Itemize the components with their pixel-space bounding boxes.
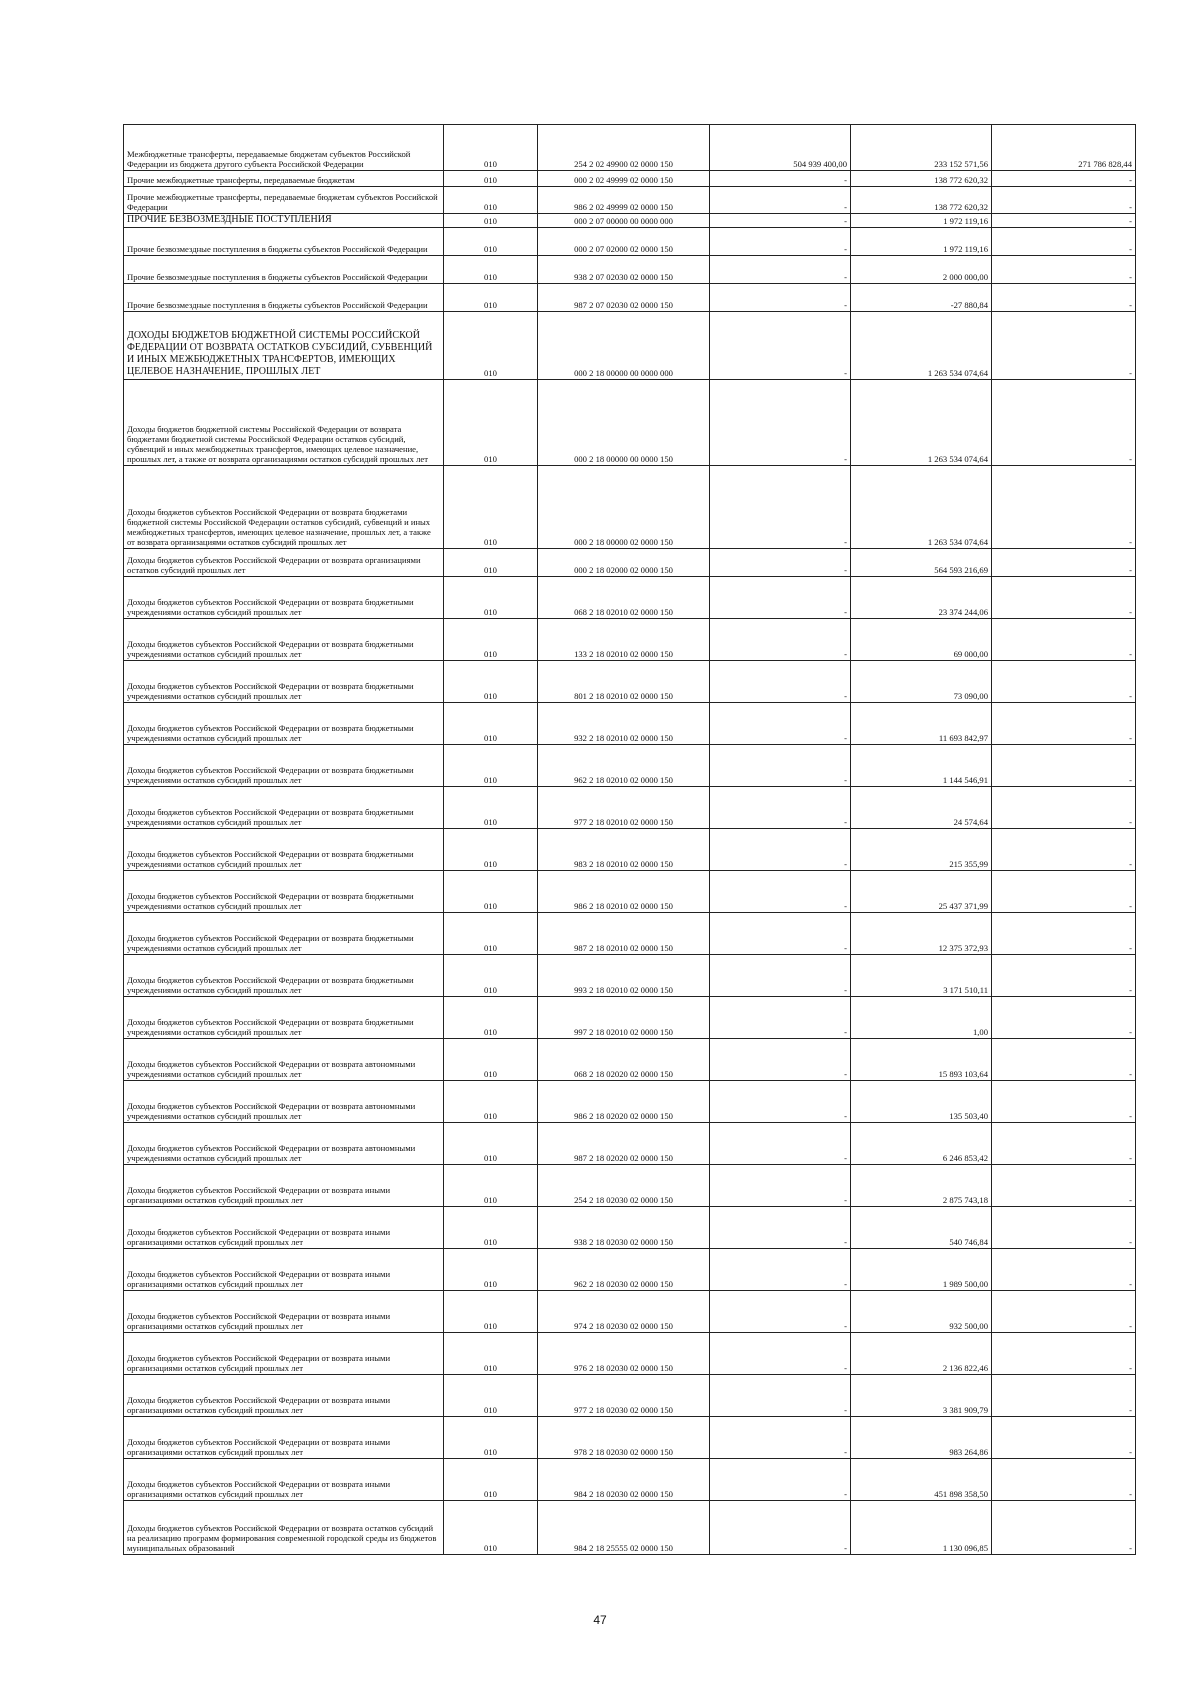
budget-report-sheet bbox=[123, 124, 1135, 1555]
budget-classification-code-cell: 987 2 18 02010 02 0000 150 bbox=[538, 913, 710, 955]
line-code-cell: 010 bbox=[444, 1333, 538, 1375]
unexecuted-amount-cell: - bbox=[992, 1165, 1136, 1207]
executed-amount-cell: 1,00 bbox=[851, 997, 992, 1039]
page-number: 47 bbox=[593, 1613, 607, 1627]
unexecuted-amount-cell: - bbox=[992, 787, 1136, 829]
line-code-cell: 010 bbox=[444, 1039, 538, 1081]
approved-amount-cell: - bbox=[710, 284, 851, 312]
approved-amount-cell: - bbox=[710, 1165, 851, 1207]
line-code-cell: 010 bbox=[444, 1249, 538, 1291]
budget-classification-code-cell: 000 2 18 00000 00 0000 150 bbox=[538, 380, 710, 466]
unexecuted-amount-cell: - bbox=[992, 829, 1136, 871]
budget-classification-code-cell: 984 2 18 02030 02 0000 150 bbox=[538, 1459, 710, 1501]
approved-amount-cell: - bbox=[710, 1375, 851, 1417]
line-code-cell: 010 bbox=[444, 745, 538, 787]
table-row bbox=[124, 1081, 1136, 1123]
executed-amount-cell: 451 898 358,50 bbox=[851, 1459, 992, 1501]
line-code-cell: 010 bbox=[444, 284, 538, 312]
income-name-cell: Доходы бюджетов субъектов Российской Федерации от возврата бюджетными учреждениями остатков субсидий прошлых лет bbox=[124, 913, 444, 955]
unexecuted-amount-cell: - bbox=[992, 955, 1136, 997]
line-code-cell: 010 bbox=[444, 228, 538, 256]
executed-amount-cell: 540 746,84 bbox=[851, 1207, 992, 1249]
line-code-cell: 010 bbox=[444, 171, 538, 187]
approved-amount-cell: - bbox=[710, 228, 851, 256]
unexecuted-amount-cell: - bbox=[992, 466, 1136, 549]
income-name-cell: Доходы бюджетов субъектов Российской Федерации от возврата автономными учреждениями остатков субсидий прошлых лет bbox=[124, 1039, 444, 1081]
table-row bbox=[124, 256, 1136, 284]
approved-amount-cell: - bbox=[710, 549, 851, 577]
line-code-cell: 010 bbox=[444, 187, 538, 214]
line-code-cell: 010 bbox=[444, 829, 538, 871]
line-code-cell: 010 bbox=[444, 913, 538, 955]
executed-amount-cell: 24 574,64 bbox=[851, 787, 992, 829]
income-name-cell: Доходы бюджетов субъектов Российской Федерации от возврата организациями остатков субсидий прошлых лет bbox=[124, 549, 444, 577]
unexecuted-amount-cell: - bbox=[992, 1039, 1136, 1081]
budget-classification-code-cell: 987 2 07 02030 02 0000 150 bbox=[538, 284, 710, 312]
income-name-cell: Доходы бюджетов субъектов Российской Федерации от возврата иными организациями остатков субсидий прошлых лет bbox=[124, 1333, 444, 1375]
table-row bbox=[124, 380, 1136, 466]
income-name-cell: Доходы бюджетов субъектов Российской Федерации от возврата иными организациями остатков субсидий прошлых лет bbox=[124, 1249, 444, 1291]
budget-classification-code-cell: 133 2 18 02010 02 0000 150 bbox=[538, 619, 710, 661]
executed-amount-cell: 69 000,00 bbox=[851, 619, 992, 661]
unexecuted-amount-cell: - bbox=[992, 1375, 1136, 1417]
line-code-cell: 010 bbox=[444, 1459, 538, 1501]
executed-amount-cell: 138 772 620,32 bbox=[851, 171, 992, 187]
executed-amount-cell: 3 171 510,11 bbox=[851, 955, 992, 997]
table-row bbox=[124, 955, 1136, 997]
unexecuted-amount-cell: - bbox=[992, 871, 1136, 913]
line-code-cell: 010 bbox=[444, 703, 538, 745]
unexecuted-amount-cell: - bbox=[992, 228, 1136, 256]
budget-classification-code-cell: 938 2 18 02030 02 0000 150 bbox=[538, 1207, 710, 1249]
unexecuted-amount-cell: - bbox=[992, 549, 1136, 577]
executed-amount-cell: 1 989 500,00 bbox=[851, 1249, 992, 1291]
approved-amount-cell: - bbox=[710, 1417, 851, 1459]
table-row bbox=[124, 577, 1136, 619]
executed-amount-cell: 2 000 000,00 bbox=[851, 256, 992, 284]
revenue-table bbox=[123, 124, 1136, 1555]
line-code-cell: 010 bbox=[444, 1417, 538, 1459]
executed-amount-cell: 11 693 842,97 bbox=[851, 703, 992, 745]
budget-classification-code-cell: 068 2 18 02010 02 0000 150 bbox=[538, 577, 710, 619]
budget-classification-code-cell: 974 2 18 02030 02 0000 150 bbox=[538, 1291, 710, 1333]
table-row bbox=[124, 187, 1136, 214]
line-code-cell: 010 bbox=[444, 1081, 538, 1123]
executed-amount-cell: 135 503,40 bbox=[851, 1081, 992, 1123]
line-code-cell: 010 bbox=[444, 380, 538, 466]
table-row bbox=[124, 619, 1136, 661]
unexecuted-amount-cell: - bbox=[992, 1291, 1136, 1333]
approved-amount-cell: - bbox=[710, 997, 851, 1039]
budget-classification-code-cell: 962 2 18 02030 02 0000 150 bbox=[538, 1249, 710, 1291]
table-row bbox=[124, 1249, 1136, 1291]
budget-classification-code-cell: 997 2 18 02010 02 0000 150 bbox=[538, 997, 710, 1039]
unexecuted-amount-cell: - bbox=[992, 577, 1136, 619]
line-code-cell: 010 bbox=[444, 312, 538, 380]
approved-amount-cell: - bbox=[710, 214, 851, 228]
unexecuted-amount-cell: - bbox=[992, 380, 1136, 466]
table-row bbox=[124, 1291, 1136, 1333]
table-row bbox=[124, 1039, 1136, 1081]
income-name-cell: Доходы бюджетов субъектов Российской Федерации от возврата бюджетными учреждениями остатков субсидий прошлых лет bbox=[124, 787, 444, 829]
approved-amount-cell: - bbox=[710, 1501, 851, 1555]
unexecuted-amount-cell: - bbox=[992, 1459, 1136, 1501]
unexecuted-amount-cell: - bbox=[992, 661, 1136, 703]
line-code-cell: 010 bbox=[444, 871, 538, 913]
income-name-cell: Доходы бюджетов субъектов Российской Федерации от возврата бюджетными учреждениями остатков субсидий прошлых лет bbox=[124, 829, 444, 871]
budget-classification-code-cell: 986 2 18 02020 02 0000 150 bbox=[538, 1081, 710, 1123]
executed-amount-cell: 3 381 909,79 bbox=[851, 1375, 992, 1417]
table-row bbox=[124, 466, 1136, 549]
table-row bbox=[124, 1123, 1136, 1165]
table-row bbox=[124, 549, 1136, 577]
budget-classification-code-cell: 986 2 18 02010 02 0000 150 bbox=[538, 871, 710, 913]
table-row bbox=[124, 745, 1136, 787]
table-row bbox=[124, 1375, 1136, 1417]
approved-amount-cell: - bbox=[710, 312, 851, 380]
executed-amount-cell: 1 972 119,16 bbox=[851, 228, 992, 256]
executed-amount-cell: 1 972 119,16 bbox=[851, 214, 992, 228]
executed-amount-cell: 233 152 571,56 bbox=[851, 125, 992, 171]
approved-amount-cell: - bbox=[710, 913, 851, 955]
income-name-cell: Прочие безвозмездные поступления в бюджеты субъектов Российской Федерации bbox=[124, 256, 444, 284]
line-code-cell: 010 bbox=[444, 125, 538, 171]
line-code-cell: 010 bbox=[444, 577, 538, 619]
unexecuted-amount-cell: - bbox=[992, 1207, 1136, 1249]
table-row bbox=[124, 829, 1136, 871]
unexecuted-amount-cell: - bbox=[992, 997, 1136, 1039]
table-row bbox=[124, 125, 1136, 171]
unexecuted-amount-cell: - bbox=[992, 171, 1136, 187]
approved-amount-cell: - bbox=[710, 577, 851, 619]
line-code-cell: 010 bbox=[444, 549, 538, 577]
budget-classification-code-cell: 000 2 18 00000 02 0000 150 bbox=[538, 466, 710, 549]
line-code-cell: 010 bbox=[444, 1207, 538, 1249]
table-row bbox=[124, 703, 1136, 745]
table-row bbox=[124, 284, 1136, 312]
line-code-cell: 010 bbox=[444, 256, 538, 284]
executed-amount-cell: 1 130 096,85 bbox=[851, 1501, 992, 1555]
budget-classification-code-cell: 000 2 18 00000 00 0000 000 bbox=[538, 312, 710, 380]
table-row bbox=[124, 1165, 1136, 1207]
income-name-cell: Доходы бюджетов субъектов Российской Федерации от возврата бюджетными учреждениями остатков субсидий прошлых лет bbox=[124, 703, 444, 745]
budget-classification-code-cell: 000 2 02 49999 02 0000 150 bbox=[538, 171, 710, 187]
income-name-cell: Доходы бюджетов субъектов Российской Федерации от возврата бюджетными учреждениями остатков субсидий прошлых лет bbox=[124, 619, 444, 661]
approved-amount-cell: - bbox=[710, 1207, 851, 1249]
budget-classification-code-cell: 962 2 18 02010 02 0000 150 bbox=[538, 745, 710, 787]
approved-amount-cell: - bbox=[710, 829, 851, 871]
approved-amount-cell: - bbox=[710, 256, 851, 284]
executed-amount-cell: -27 880,84 bbox=[851, 284, 992, 312]
table-row bbox=[124, 214, 1136, 228]
budget-classification-code-cell: 978 2 18 02030 02 0000 150 bbox=[538, 1417, 710, 1459]
approved-amount-cell: - bbox=[710, 1333, 851, 1375]
budget-classification-code-cell: 977 2 18 02010 02 0000 150 bbox=[538, 787, 710, 829]
unexecuted-amount-cell: - bbox=[992, 256, 1136, 284]
line-code-cell: 010 bbox=[444, 955, 538, 997]
income-name-cell: Доходы бюджетов субъектов Российской Федерации от возврата бюджетными учреждениями остатков субсидий прошлых лет bbox=[124, 577, 444, 619]
executed-amount-cell: 23 374 244,06 bbox=[851, 577, 992, 619]
income-name-cell: Доходы бюджетов субъектов Российской Федерации от возврата иными организациями остатков субсидий прошлых лет bbox=[124, 1459, 444, 1501]
income-name-cell: Доходы бюджетов субъектов Российской Федерации от возврата бюджетными учреждениями остатков субсидий прошлых лет bbox=[124, 997, 444, 1039]
line-code-cell: 010 bbox=[444, 466, 538, 549]
approved-amount-cell: - bbox=[710, 955, 851, 997]
income-name-cell: Прочие безвозмездные поступления в бюджеты субъектов Российской Федерации bbox=[124, 284, 444, 312]
unexecuted-amount-cell: 271 786 828,44 bbox=[992, 125, 1136, 171]
budget-classification-code-cell: 983 2 18 02010 02 0000 150 bbox=[538, 829, 710, 871]
line-code-cell: 010 bbox=[444, 1123, 538, 1165]
table-row bbox=[124, 1207, 1136, 1249]
line-code-cell: 010 bbox=[444, 787, 538, 829]
executed-amount-cell: 2 875 743,18 bbox=[851, 1165, 992, 1207]
income-name-cell: Доходы бюджетов субъектов Российской Федерации от возврата остатков субсидий на реализацию программ формирования современной городской среды из бюджетов муниципальных образований bbox=[124, 1501, 444, 1555]
approved-amount-cell: - bbox=[710, 171, 851, 187]
income-name-cell: Доходы бюджетов субъектов Российской Федерации от возврата бюджетными учреждениями остатков субсидий прошлых лет bbox=[124, 745, 444, 787]
line-code-cell: 010 bbox=[444, 1291, 538, 1333]
table-row bbox=[124, 871, 1136, 913]
line-code-cell: 010 bbox=[444, 619, 538, 661]
budget-classification-code-cell: 068 2 18 02020 02 0000 150 bbox=[538, 1039, 710, 1081]
income-name-cell: ПРОЧИЕ БЕЗВОЗМЕЗДНЫЕ ПОСТУПЛЕНИЯ bbox=[124, 214, 444, 228]
income-name-cell: Доходы бюджетов субъектов Российской Федерации от возврата иными организациями остатков субсидий прошлых лет bbox=[124, 1291, 444, 1333]
income-name-cell: Доходы бюджетов субъектов Российской Федерации от возврата бюджетными учреждениями остатков субсидий прошлых лет bbox=[124, 871, 444, 913]
executed-amount-cell: 932 500,00 bbox=[851, 1291, 992, 1333]
budget-classification-code-cell: 938 2 07 02030 02 0000 150 bbox=[538, 256, 710, 284]
income-name-cell: Доходы бюджетов субъектов Российской Федерации от возврата бюджетными учреждениями остатков субсидий прошлых лет bbox=[124, 955, 444, 997]
executed-amount-cell: 564 593 216,69 bbox=[851, 549, 992, 577]
income-name-cell: Доходы бюджетов субъектов Российской Федерации от возврата иными организациями остатков субсидий прошлых лет bbox=[124, 1207, 444, 1249]
table-row bbox=[124, 997, 1136, 1039]
budget-classification-code-cell: 801 2 18 02010 02 0000 150 bbox=[538, 661, 710, 703]
executed-amount-cell: 2 136 822,46 bbox=[851, 1333, 992, 1375]
executed-amount-cell: 73 090,00 bbox=[851, 661, 992, 703]
unexecuted-amount-cell: - bbox=[992, 1123, 1136, 1165]
approved-amount-cell: - bbox=[710, 619, 851, 661]
approved-amount-cell: 504 939 400,00 bbox=[710, 125, 851, 171]
income-name-cell: Доходы бюджетов субъектов Российской Федерации от возврата автономными учреждениями остатков субсидий прошлых лет bbox=[124, 1081, 444, 1123]
revenue-table-body bbox=[124, 125, 1136, 1555]
line-code-cell: 010 bbox=[444, 1165, 538, 1207]
table-row bbox=[124, 913, 1136, 955]
table-row bbox=[124, 661, 1136, 703]
approved-amount-cell: - bbox=[710, 1039, 851, 1081]
income-name-cell: Доходы бюджетов субъектов Российской Федерации от возврата бюджетами бюджетной системы Российской Федерации остатков субсидий, субвенций и иных межбюджетных трансфертов, имеющих целевое назначение, прошлых лет, а также от возврата организациями остатков субсидий прошлых лет bbox=[124, 466, 444, 549]
budget-classification-code-cell: 976 2 18 02030 02 0000 150 bbox=[538, 1333, 710, 1375]
executed-amount-cell: 12 375 372,93 bbox=[851, 913, 992, 955]
line-code-cell: 010 bbox=[444, 1375, 538, 1417]
approved-amount-cell: - bbox=[710, 1291, 851, 1333]
income-name-cell: Доходы бюджетов субъектов Российской Федерации от возврата бюджетными учреждениями остатков субсидий прошлых лет bbox=[124, 661, 444, 703]
unexecuted-amount-cell: - bbox=[992, 703, 1136, 745]
approved-amount-cell: - bbox=[710, 787, 851, 829]
budget-classification-code-cell: 984 2 18 25555 02 0000 150 bbox=[538, 1501, 710, 1555]
approved-amount-cell: - bbox=[710, 466, 851, 549]
budget-classification-code-cell: 932 2 18 02010 02 0000 150 bbox=[538, 703, 710, 745]
executed-amount-cell: 138 772 620,32 bbox=[851, 187, 992, 214]
line-code-cell: 010 bbox=[444, 661, 538, 703]
approved-amount-cell: - bbox=[710, 1123, 851, 1165]
budget-classification-code-cell: 254 2 18 02030 02 0000 150 bbox=[538, 1165, 710, 1207]
income-name-cell: Межбюджетные трансферты, передаваемые бюджетам субъектов Российской Федерации из бюджета другого субъекта Российской Федерации bbox=[124, 125, 444, 171]
income-name-cell: Прочие межбюджетные трансферты, передаваемые бюджетам bbox=[124, 171, 444, 187]
income-name-cell: ДОХОДЫ БЮДЖЕТОВ БЮДЖЕТНОЙ СИСТЕМЫ РОССИЙСКОЙ ФЕДЕРАЦИИ ОТ ВОЗВРАТА ОСТАТКОВ СУБСИДИЙ, СУБВЕНЦИЙ И ИНЫХ МЕЖБЮДЖЕТНЫХ ТРАНСФЕРТОВ, ИМЕЮЩИХ ЦЕЛЕВОЕ НАЗНАЧЕНИЕ, ПРОШЛЫХ ЛЕТ bbox=[124, 312, 444, 380]
income-name-cell: Доходы бюджетов бюджетной системы Российской Федерации от возврата бюджетами бюджетной системы Российской Федерации остатков субсидий, субвенций и иных межбюджетных трансфертов, имеющих целевое назначение, прошлых лет, а также от возврата организациями остатков субсидий прошлых лет bbox=[124, 380, 444, 466]
executed-amount-cell: 215 355,99 bbox=[851, 829, 992, 871]
budget-classification-code-cell: 000 2 18 02000 02 0000 150 bbox=[538, 549, 710, 577]
unexecuted-amount-cell: - bbox=[992, 187, 1136, 214]
line-code-cell: 010 bbox=[444, 1501, 538, 1555]
table-row bbox=[124, 787, 1136, 829]
unexecuted-amount-cell: - bbox=[992, 1081, 1136, 1123]
unexecuted-amount-cell: - bbox=[992, 1501, 1136, 1555]
budget-classification-code-cell: 977 2 18 02030 02 0000 150 bbox=[538, 1375, 710, 1417]
budget-classification-code-cell: 993 2 18 02010 02 0000 150 bbox=[538, 955, 710, 997]
unexecuted-amount-cell: - bbox=[992, 1417, 1136, 1459]
executed-amount-cell: 25 437 371,99 bbox=[851, 871, 992, 913]
budget-classification-code-cell: 987 2 18 02020 02 0000 150 bbox=[538, 1123, 710, 1165]
unexecuted-amount-cell: - bbox=[992, 913, 1136, 955]
approved-amount-cell: - bbox=[710, 187, 851, 214]
table-row bbox=[124, 312, 1136, 380]
unexecuted-amount-cell: - bbox=[992, 214, 1136, 228]
executed-amount-cell: 1 144 546,91 bbox=[851, 745, 992, 787]
line-code-cell: 010 bbox=[444, 997, 538, 1039]
budget-classification-code-cell: 986 2 02 49999 02 0000 150 bbox=[538, 187, 710, 214]
executed-amount-cell: 1 263 534 074,64 bbox=[851, 380, 992, 466]
approved-amount-cell: - bbox=[710, 1249, 851, 1291]
income-name-cell: Прочие межбюджетные трансферты, передаваемые бюджетам субъектов Российской Федерации bbox=[124, 187, 444, 214]
budget-classification-code-cell: 000 2 07 02000 02 0000 150 bbox=[538, 228, 710, 256]
budget-classification-code-cell: 254 2 02 49900 02 0000 150 bbox=[538, 125, 710, 171]
executed-amount-cell: 1 263 534 074,64 bbox=[851, 312, 992, 380]
executed-amount-cell: 15 893 103,64 bbox=[851, 1039, 992, 1081]
approved-amount-cell: - bbox=[710, 871, 851, 913]
budget-classification-code-cell: 000 2 07 00000 00 0000 000 bbox=[538, 214, 710, 228]
income-name-cell: Доходы бюджетов субъектов Российской Федерации от возврата иными организациями остатков субсидий прошлых лет bbox=[124, 1165, 444, 1207]
approved-amount-cell: - bbox=[710, 703, 851, 745]
unexecuted-amount-cell: - bbox=[992, 619, 1136, 661]
executed-amount-cell: 983 264,86 bbox=[851, 1417, 992, 1459]
approved-amount-cell: - bbox=[710, 661, 851, 703]
approved-amount-cell: - bbox=[710, 1459, 851, 1501]
unexecuted-amount-cell: - bbox=[992, 1333, 1136, 1375]
income-name-cell: Доходы бюджетов субъектов Российской Федерации от возврата иными организациями остатков субсидий прошлых лет bbox=[124, 1375, 444, 1417]
unexecuted-amount-cell: - bbox=[992, 312, 1136, 380]
approved-amount-cell: - bbox=[710, 1081, 851, 1123]
income-name-cell: Доходы бюджетов субъектов Российской Федерации от возврата иными организациями остатков субсидий прошлых лет bbox=[124, 1417, 444, 1459]
line-code-cell: 010 bbox=[444, 214, 538, 228]
table-row bbox=[124, 1501, 1136, 1555]
income-name-cell: Прочие безвозмездные поступления в бюджеты субъектов Российской Федерации bbox=[124, 228, 444, 256]
table-row bbox=[124, 1417, 1136, 1459]
approved-amount-cell: - bbox=[710, 380, 851, 466]
table-row bbox=[124, 1333, 1136, 1375]
approved-amount-cell: - bbox=[710, 745, 851, 787]
unexecuted-amount-cell: - bbox=[992, 284, 1136, 312]
unexecuted-amount-cell: - bbox=[992, 745, 1136, 787]
executed-amount-cell: 1 263 534 074,64 bbox=[851, 466, 992, 549]
table-row bbox=[124, 1459, 1136, 1501]
executed-amount-cell: 6 246 853,42 bbox=[851, 1123, 992, 1165]
table-row bbox=[124, 171, 1136, 187]
income-name-cell: Доходы бюджетов субъектов Российской Федерации от возврата автономными учреждениями остатков субсидий прошлых лет bbox=[124, 1123, 444, 1165]
unexecuted-amount-cell: - bbox=[992, 1249, 1136, 1291]
table-row bbox=[124, 228, 1136, 256]
